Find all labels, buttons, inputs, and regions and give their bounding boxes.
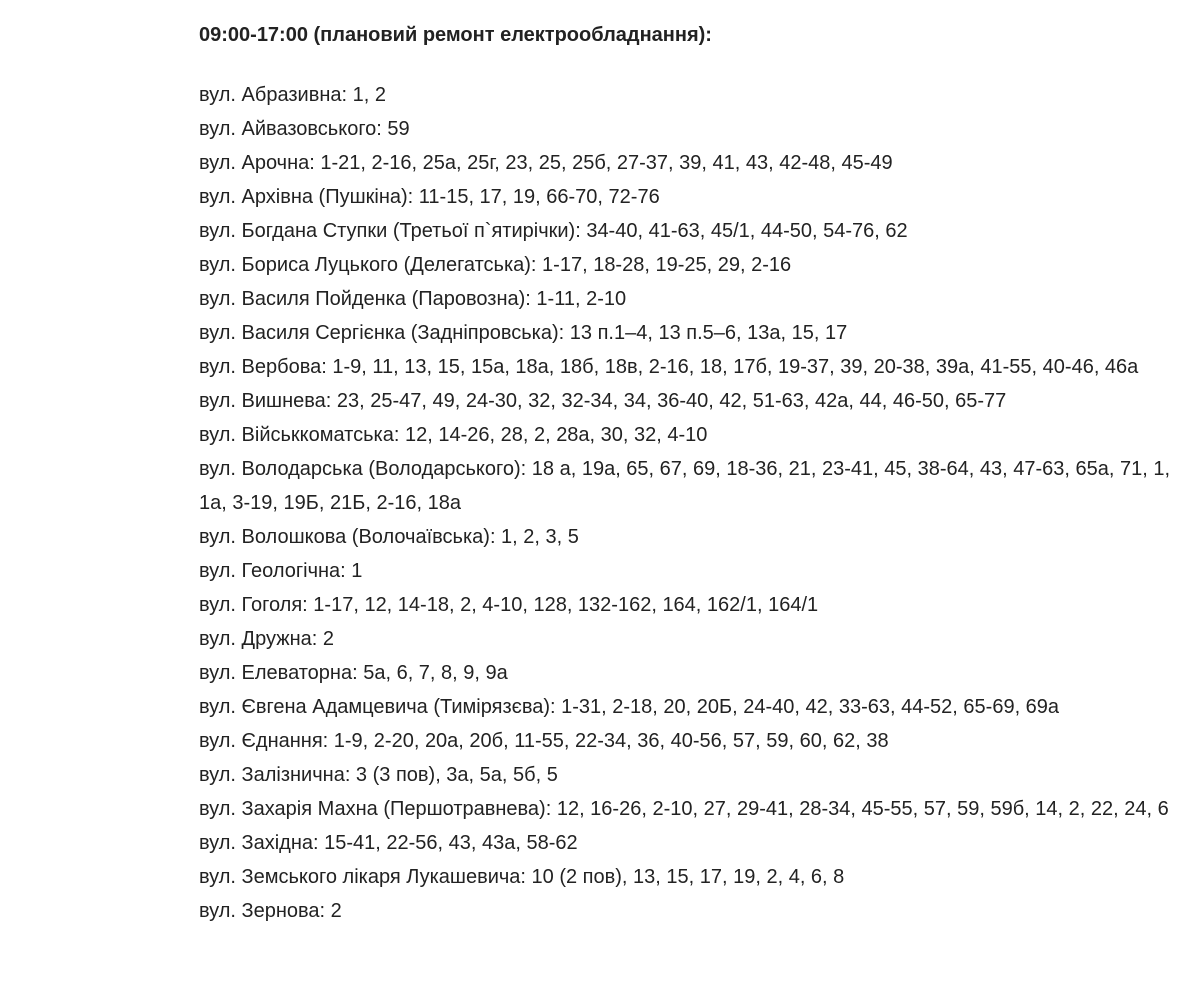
street-item: вул. Геологічна: 1 <box>199 560 363 582</box>
street-item: вул. Василя Сергієнка (Задніпровська): 13 п.1–4, 13 п.5–6, 13а, 15, 17 <box>199 322 848 344</box>
street-item: вул. Євгена Адамцевича (Тимірязєва): 1-31, 2-18, 20, 20Б, 24-40, 42, 33-63, 44-52, 65-69, 69а <box>199 696 1060 718</box>
street-item: вул. Зернова: 2 <box>199 900 342 922</box>
outage-schedule <box>199 18 1174 928</box>
street-item: вул. Володарська (Володарського): 18 а, 19а, 65, 67, 69, 18-36, 21, 23-41, 45, 38-64, 43, 47-63, 65а, 71, 1, 1а, 3-19, 19Б, 21Б, 2-16, 18а <box>199 458 1171 514</box>
street-item: вул. Василя Пойденка (Паровозна): 1-11, 2-10 <box>199 288 627 310</box>
street-item: вул. Елеваторна: 5а, 6, 7, 8, 9, 9а <box>199 662 508 684</box>
street-item: вул. Дружна: 2 <box>199 628 334 650</box>
street-item: вул. Арочна: 1-21, 2-16, 25а, 25г, 23, 25, 25б, 27-37, 39, 41, 43, 42-48, 45-49 <box>199 152 893 174</box>
street-item: вул. Архівна (Пушкіна): 11-15, 17, 19, 66-70, 72-76 <box>199 186 660 208</box>
street-item: вул. Військкоматська: 12, 14-26, 28, 2, 28а, 30, 32, 4-10 <box>199 424 708 446</box>
street-item: вул. Айвазовського: 59 <box>199 118 410 140</box>
street-item: вул. Бориса Луцького (Делегатська): 1-17, 18-28, 19-25, 29, 2-16 <box>199 254 792 276</box>
street-list <box>199 78 1174 928</box>
street-item: вул. Єднання: 1-9, 2-20, 20а, 20б, 11-55, 22-34, 36, 40-56, 57, 59, 60, 62, 38 <box>199 730 889 752</box>
street-item: вул. Богдана Ступки (Третьої п`ятирічки): 34-40, 41-63, 45/1, 44-50, 54-76, 62 <box>199 220 908 242</box>
street-item: вул. Вербова: 1-9, 11, 13, 15, 15а, 18а, 18б, 18в, 2-16, 18, 17б, 19-37, 39, 20-38, 39а, 41-55, 40-46, 46а <box>199 356 1139 378</box>
street-item: вул. Гоголя: 1-17, 12, 14-18, 2, 4-10, 128, 132-162, 164, 162/1, 164/1 <box>199 594 819 616</box>
street-item: вул. Абразивна: 1, 2 <box>199 84 386 106</box>
street-item: вул. Захарія Махна (Першотравнева): 12, 16-26, 2-10, 27, 29-41, 28-34, 45-55, 57, 59, 59б, 14, 2, 22, 24, 6 <box>199 798 1169 820</box>
schedule-heading: 09:00-17:00 (плановий ремонт електрообладнання): <box>199 24 712 46</box>
street-item: вул. Вишнева: 23, 25-47, 49, 24-30, 32, 32-34, 34, 36-40, 42, 51-63, 42а, 44, 46-50, 65-77 <box>199 390 1007 412</box>
street-item: вул. Залізнична: 3 (3 пов), 3а, 5а, 5б, 5 <box>199 764 558 786</box>
street-item: вул. Західна: 15-41, 22-56, 43, 43а, 58-62 <box>199 832 578 854</box>
street-item: вул. Волошкова (Волочаївська): 1, 2, 3, 5 <box>199 526 579 548</box>
street-item: вул. Земського лікаря Лукашевича: 10 (2 пов), 13, 15, 17, 19, 2, 4, 6, 8 <box>199 866 845 888</box>
